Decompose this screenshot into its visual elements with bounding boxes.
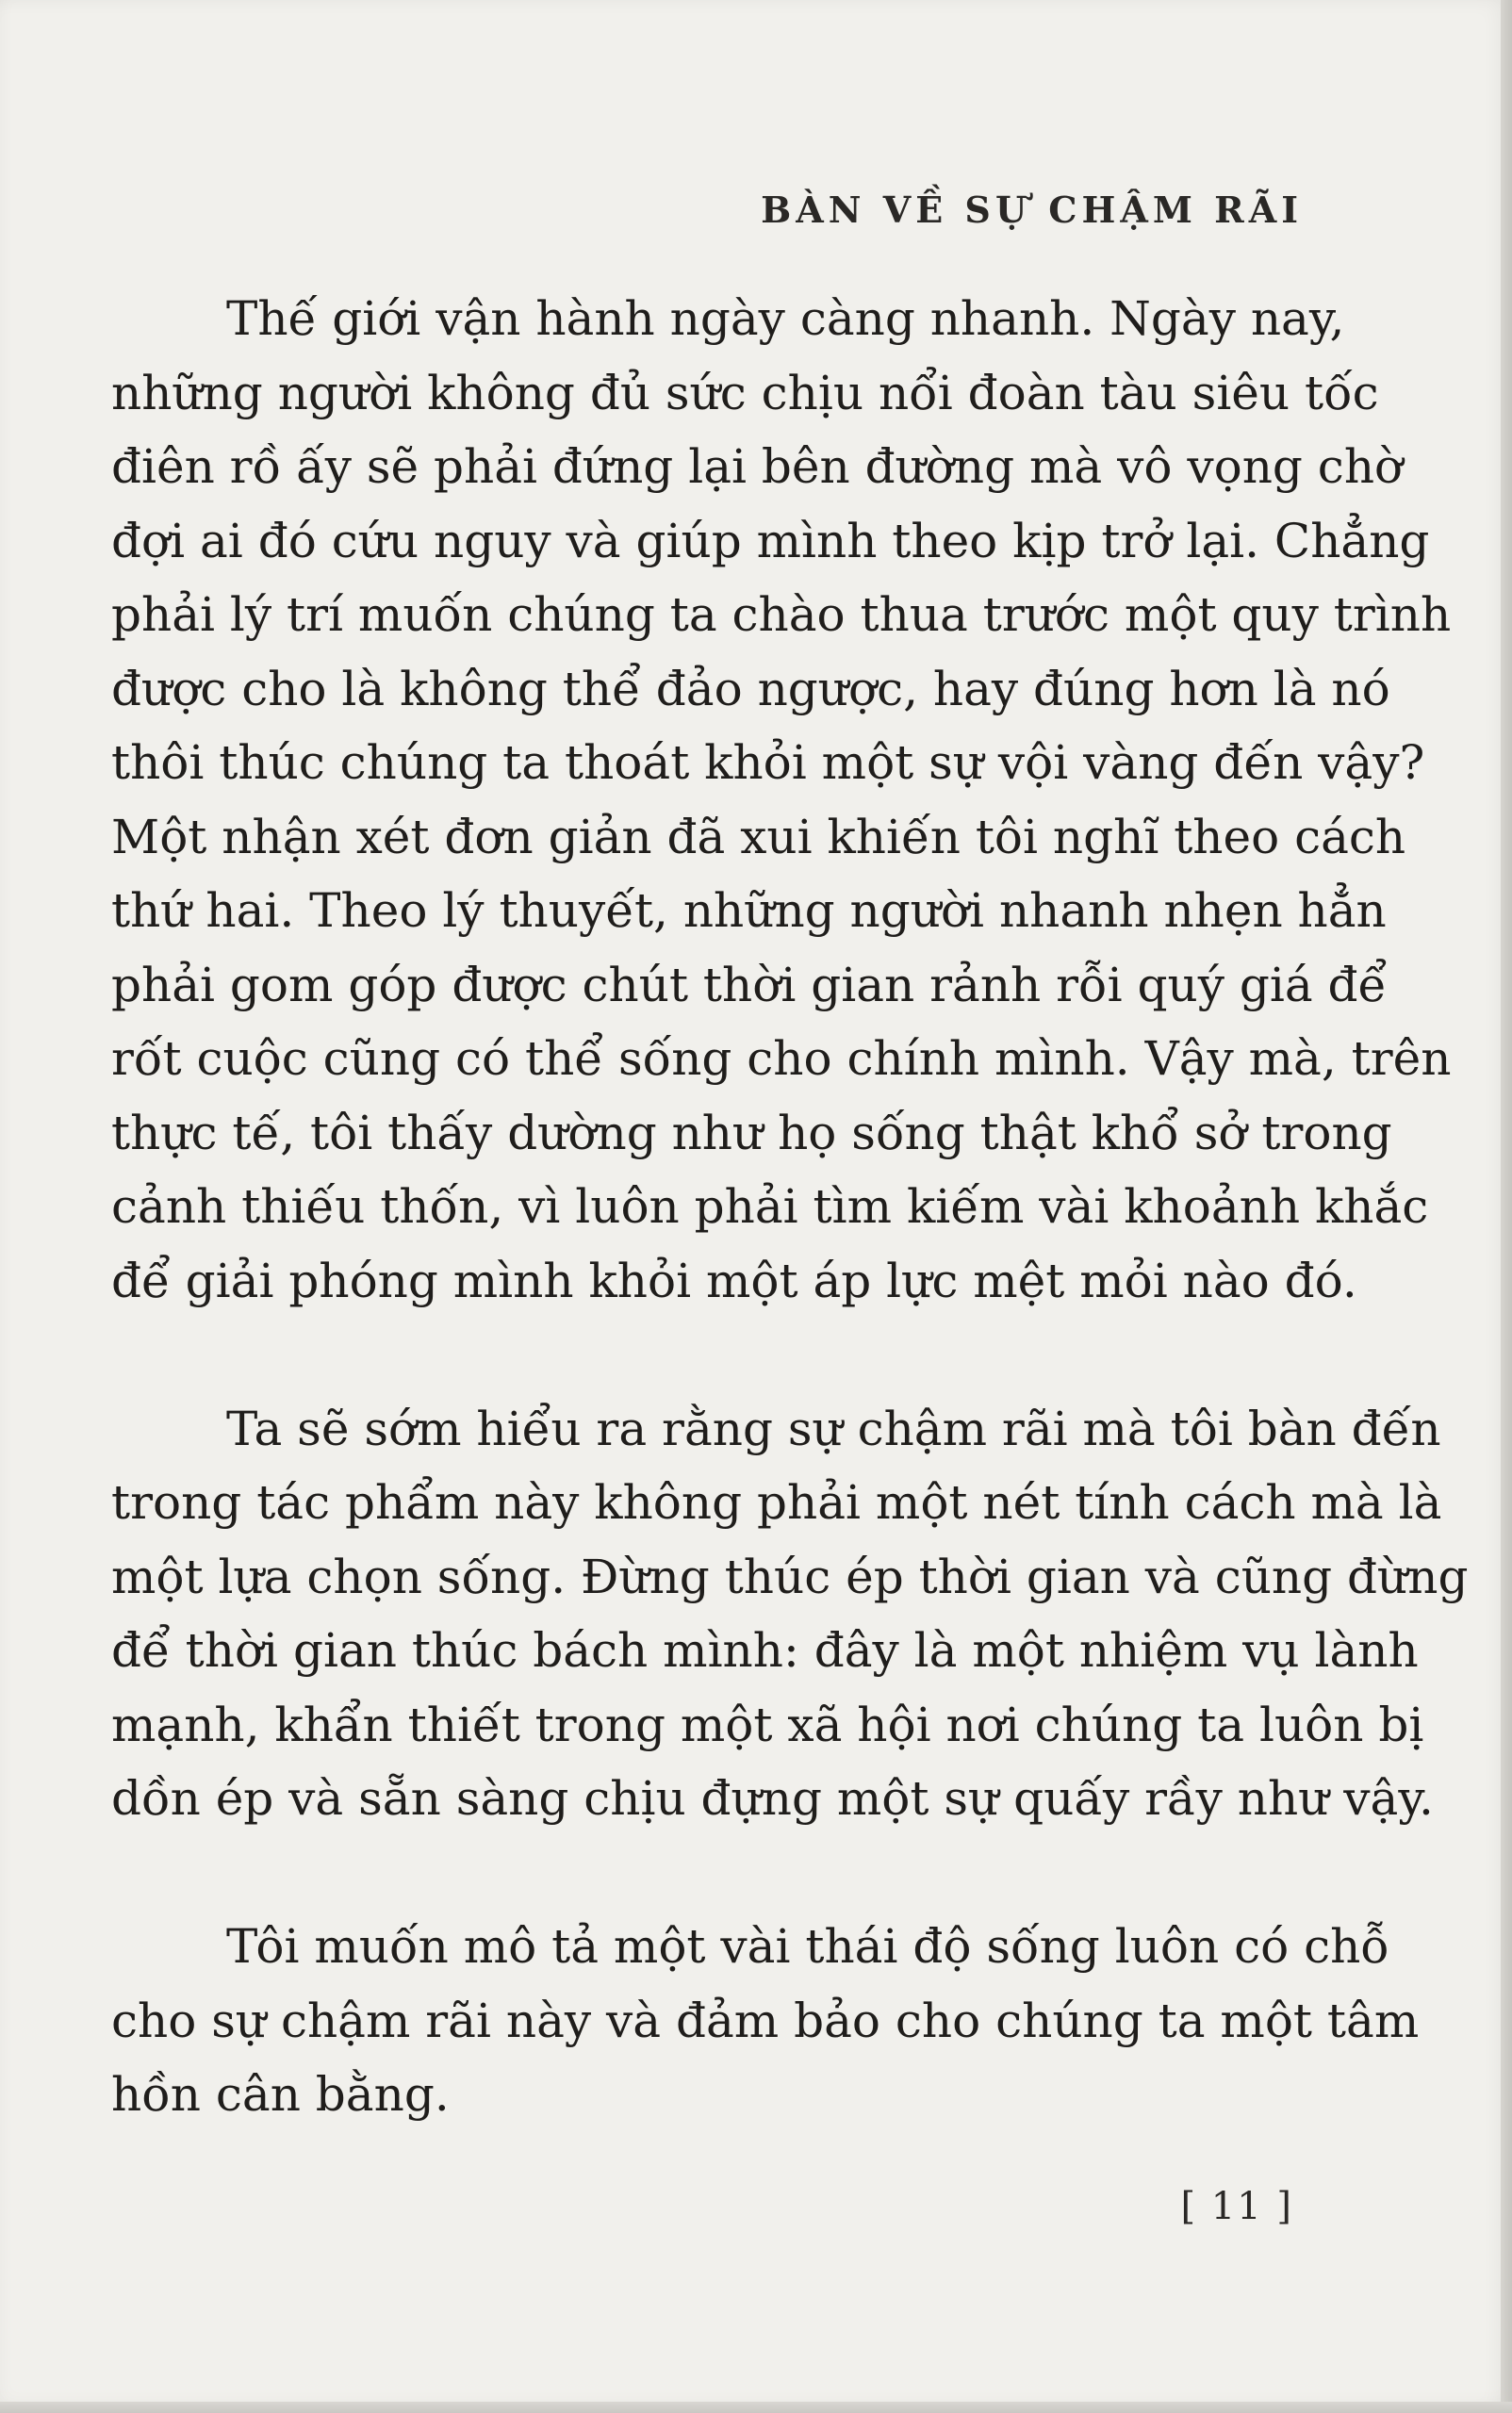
text-line: để thời gian thúc bách mình: đây là một nhiệm vụ lành — [111, 1623, 1419, 1678]
text-line: dồn ép và sẵn sàng chịu đựng một sự quấy rầy như vậy. — [111, 1771, 1434, 1826]
text-line: thực tế, tôi thấy dường như họ sống thật khổ sở trong — [111, 1105, 1392, 1160]
text-line: cho sự chậm rãi này và đảm bảo cho chúng ta một tâm — [111, 1993, 1420, 2048]
text-line: trong tác phẩm này không phải một nét tính cách mà là — [111, 1475, 1442, 1530]
paragraph-3 — [111, 1910, 1420, 2132]
text-line: được cho là không thể đảo ngược, hay đúng hơn là nó — [111, 661, 1390, 716]
text-line: những người không đủ sức chịu nổi đoàn tàu siêu tốc — [111, 365, 1379, 420]
text-line: mạnh, khẩn thiết trong một xã hội nơi chúng ta luôn bị — [111, 1697, 1424, 1752]
text-line: Một nhận xét đơn giản đã xui khiến tôi nghĩ theo cách — [111, 809, 1406, 864]
paragraph-2 — [111, 1392, 1469, 1836]
page-edge-bottom — [0, 2402, 1512, 2413]
paragraph-gap — [111, 1836, 1299, 1911]
text-line: hồn cân bằng. — [111, 2067, 450, 2122]
text-line: Tôi muốn mô tả một vài thái độ sống luôn có chỗ — [226, 1919, 1389, 1974]
text-line: điên rồ ấy sẽ phải đứng lại bên đường mà vô vọng chờ — [111, 439, 1404, 494]
running-header: BÀN VỀ SỰ CHẬM RÃI — [761, 189, 1303, 231]
text-line: Thế giới vận hành ngày càng nhanh. Ngày nay, — [226, 291, 1345, 346]
text-line: đợi ai đó cứu nguy và giúp mình theo kịp trở lại. Chẳng — [111, 513, 1430, 568]
text-line: rốt cuộc cũng có thể sống cho chính mình. Vậy mà, trên — [111, 1031, 1452, 1086]
text-line: một lựa chọn sống. Đừng thúc ép thời gian và cũng đừng — [111, 1549, 1469, 1604]
text-line: để giải phóng mình khỏi một áp lực mệt mỏi nào đó. — [111, 1253, 1357, 1308]
text-line: Ta sẽ sớm hiểu ra rằng sự chậm rãi mà tôi bàn đến — [226, 1401, 1441, 1456]
page-edge-right — [1501, 0, 1512, 2413]
paragraph-1 — [111, 282, 1452, 1318]
body-text — [111, 282, 1469, 2132]
text-line: phải lý trí muốn chúng ta chào thua trước một quy trình — [111, 587, 1452, 642]
text-line: thứ hai. Theo lý thuyết, những người nhanh nhẹn hẳn — [111, 883, 1387, 938]
text-line: thôi thúc chúng ta thoát khỏi một sự vội vàng đến vậy? — [111, 735, 1425, 790]
paragraph-gap — [111, 1318, 1299, 1392]
text-line: phải gom góp được chút thời gian rảnh rỗi quý giá để — [111, 957, 1388, 1012]
text-line: cảnh thiếu thốn, vì luôn phải tìm kiếm vài khoảnh khắc — [111, 1179, 1429, 1234]
page-number: [ 11 ] — [1180, 2185, 1293, 2228]
